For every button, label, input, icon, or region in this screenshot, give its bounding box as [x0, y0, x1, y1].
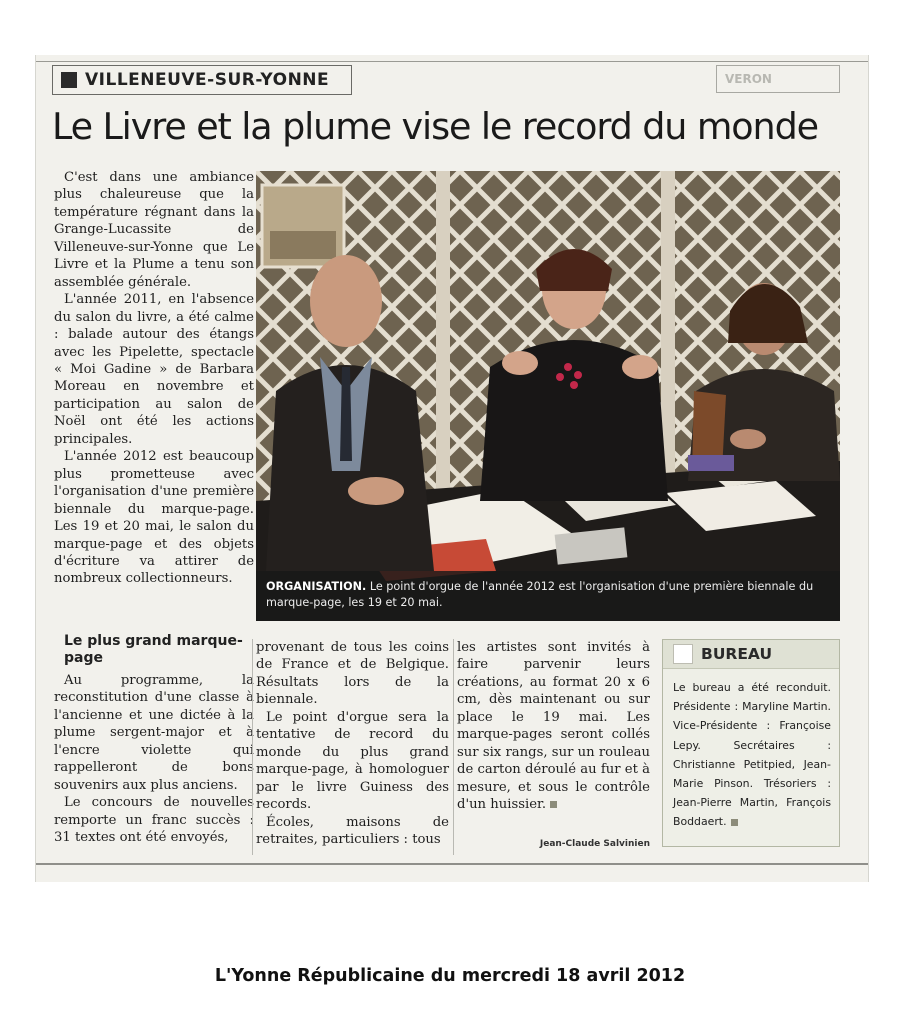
- bottom-rule: [36, 863, 868, 865]
- source-footer: L'Yonne Républicaine du mercredi 18 avril 2012: [214, 966, 686, 986]
- bureau-title: BUREAU: [701, 645, 773, 663]
- intro-paragraph: L'année 2012 est beaucoup plus prometteuse avec l'organisation d'une première biennale du marque-page. Les 19 et 20 mai, le salon du marque-page et des objets d'écriture va attirer de nombreux collectionneurs.: [54, 449, 254, 587]
- intro-paragraph: L'année 2011, en l'absence du salon du livre, a été calme : balade autour des étangs avec les Pipelette, spectacle « Moi Gadine » de Barbara Moreau en novembre et participation au salon de Noël ont été les actions principales.: [54, 292, 254, 447]
- article-paragraph: Le concours de nouvelles remporte un franc succès : 31 textes ont été envoyés,: [54, 795, 254, 846]
- bureau-body: [663, 669, 839, 832]
- bureau-header: [663, 640, 839, 669]
- photo-illustration: [256, 171, 840, 621]
- headline: Le Livre et la plume vise le record du monde: [52, 105, 818, 148]
- article-column-1: [54, 672, 254, 847]
- photo-caption: [256, 571, 840, 621]
- article-paragraph: provenant de tous les coins de France et de Belgique. Résultats lors de la biennale.: [256, 640, 449, 708]
- intro-paragraph: C'est dans une ambiance plus chaleureuse que la température régnant dans la Grange-Lucassite de Villeneuve-sur-Yonne que Le Livre et la Plume a tenu son assemblée générale.: [54, 170, 254, 290]
- intro-column: [54, 169, 254, 588]
- column-divider: [252, 639, 253, 855]
- subheading: Le plus grand marque-page: [64, 633, 243, 666]
- section-square-icon: [61, 72, 77, 88]
- article-paragraph: Le point d'orgue sera la tentative de record du monde du plus grand marque-page, à homologuer par le livre Guiness des records.: [256, 709, 449, 813]
- end-mark-icon: [550, 801, 557, 808]
- article-column-2: [256, 639, 449, 848]
- caption-label: ORGANISATION.: [266, 580, 367, 593]
- article-paragraph: [457, 639, 650, 814]
- bureau-square-icon: [673, 644, 693, 664]
- article-paragraph: Écoles, maisons de retraites, particuliers : tous: [256, 814, 449, 847]
- section-banner: [52, 65, 352, 95]
- bureau-box: [662, 639, 840, 847]
- column-divider: [453, 639, 454, 855]
- end-mark-icon: [731, 819, 738, 826]
- bleed-through-banner: VERON: [716, 65, 840, 93]
- article-photo: [256, 171, 840, 621]
- author-byline: Jean-Claude Salvinien: [539, 839, 650, 849]
- article-paragraph: Au programme, la reconstitution d'une classe à l'ancienne et une dictée à la plume sergent-major et à l'encre violette qui rappelleront de bons souvenirs aux plus anciens.: [54, 673, 254, 793]
- bureau-text: Le bureau a été reconduit. Présidente : Maryline Martin. Vice-Présidente : Françoise Lepy. Secrétaires : Christianne Petitpied, Jean-Marie Pinson. Trésoriers : Jean-Pierre Martin, François Boddaert.: [673, 681, 831, 829]
- section-location: VILLENEUVE-SUR-YONNE: [85, 70, 330, 90]
- caption-text: Le point d'orgue de l'année 2012 est l'organisation d'une première biennale du marque-page, les 19 et 20 mai.: [266, 580, 814, 609]
- article-column-3: [457, 639, 650, 814]
- newspaper-clipping: [35, 55, 869, 882]
- article-paragraph-text: les artistes sont invités à faire parvenir leurs créations, au format 20 x 6 cm, dès maintenant ou sur place le 19 mai. Les marque-pages seront collés sur six rangs, sur un rouleau de carton déroulé au fur et à mesure, et sous le contrôle d'un huissier.: [457, 640, 650, 813]
- top-rule: [36, 61, 868, 62]
